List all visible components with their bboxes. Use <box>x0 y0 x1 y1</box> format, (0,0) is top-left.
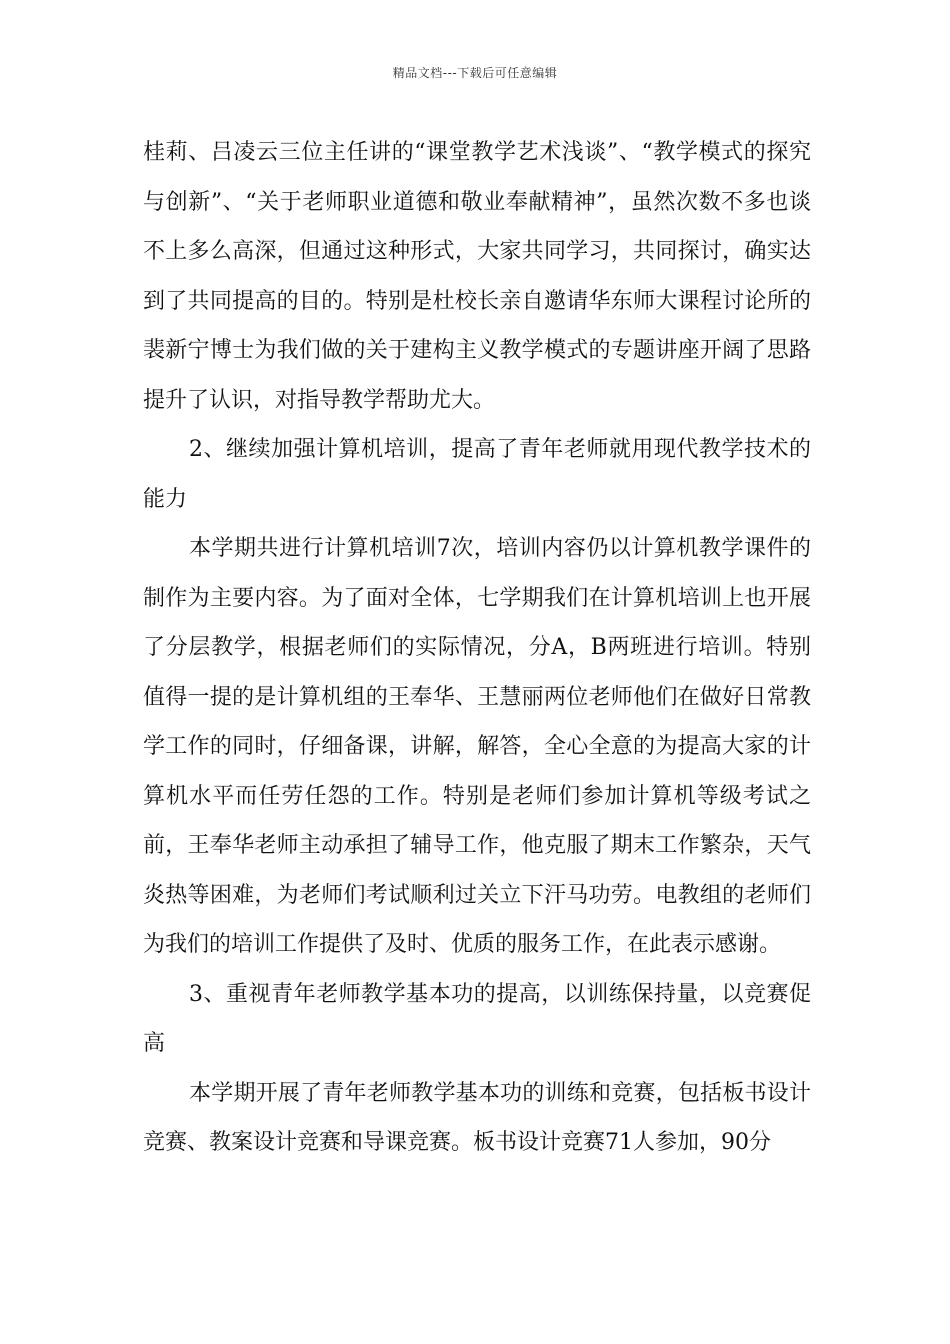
document-body <box>143 128 811 1168</box>
section-heading-2: 2、继续加强计算机培训，提高了青年老师就用现代教学技术的能力 <box>143 437 811 512</box>
section-heading-3: 3、重视青年老师教学基本功的提高，以训练保持量，以竞赛促高 <box>143 981 811 1056</box>
paragraph-skills-competition: 本学期开展了青年老师教学基本功的训练和竞赛，包括板书设计竞赛、教案设计竞赛和导课竞赛。板书设计竞赛71人参加，90分 <box>143 1080 811 1155</box>
page-header: 精品文档---下载后可任意编辑 <box>392 66 558 80</box>
paragraph-continuation: 桂莉、吕凌云三位主任讲的“课堂教学艺术浅谈”、“教学模式的探究与创新”、“关于老师职业道德和敬业奉献精神”，虽然次数不多也谈不上多么高深，但通过这种形式，大家共同学习，共同探讨，确实达到了共同提高的目的。特别是杜校长亲自邀请华东师大课程讨论所的裴新宁博士为我们做的关于建构主义教学模式的专题讲座开阔了思路提升了认识，对指导教学帮助尤大。 <box>143 140 811 413</box>
paragraph-computer-training: 本学期共进行计算机培训7次，培训内容仍以计算机教学课件的制作为主要内容。为了面对全体，七学期我们在计算机培训上也开展了分层教学，根据老师们的实际情况，分A，B两班进行培训。特别值得一提的是计算机组的王奉华、王慧丽两位老师他们在做好日常教学工作的同时，仔细备课，讲解，解答，全心全意的为提高大家的计算机水平而任劳任怨的工作。特别是老师们参加计算机等级考试之前，王奉华老师主动承担了辅导工作，他克服了期末工作繁杂，天气炎热等困难，为老师们考试顺利过关立下汗马功劳。电教组的老师们为我们的培训工作提供了及时、优质的服务工作，在此表示感谢。 <box>143 536 811 957</box>
